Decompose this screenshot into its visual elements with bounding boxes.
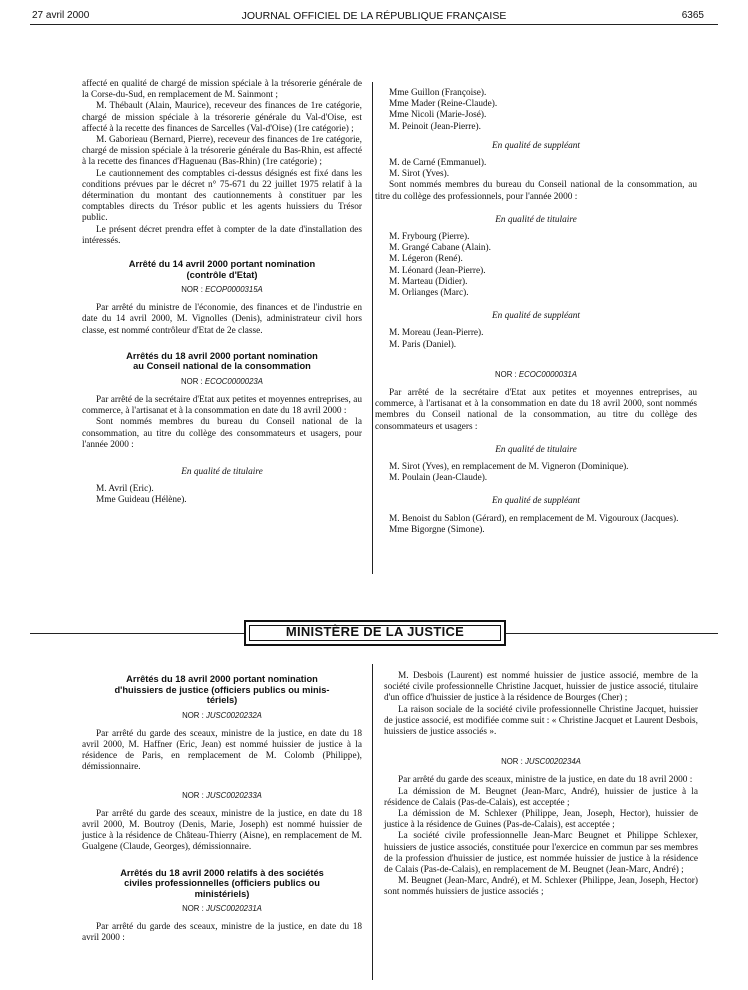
list-item: M. Poulain (Jean-Claude). <box>389 473 488 484</box>
column-divider <box>372 82 373 574</box>
paragraph: Le présent décret prendra effet à compter de la date d'installation des intéressés. <box>82 224 362 246</box>
paragraph: La raison sociale de la société civile professionnelle Christine Jacquet, huissier de justice associé, est modifiée comme suit : « Christine Jacquet et Laurent Desbois, huissiers de justice associés ». <box>384 704 698 738</box>
page-header <box>0 4 748 24</box>
qualite-heading: En qualité de suppléant <box>491 311 581 322</box>
paragraph: affecté en qualité de chargé de mission spéciale à la trésorerie générale de la Corse-du-Sud, en remplacement de M. Sainmont ; <box>82 79 362 101</box>
paragraph: Le cautionnement des comptables ci-dessus désignés est fixé dans les conditions prévues par le décret n° 75-671 du 22 juillet 1975 relatif à la détermination du montant des cautionnements à constituer par les comptables directs du Trésor public et les agents huissiers du Trésor public. <box>82 168 362 224</box>
paragraph: La société civile professionnelle Jean-Marc Beugnet et Philippe Schlexer, huissiers de justice associés, constituée pour l'exercice en commun par ses membres de la profession d'huissier de justice, est nommée huissier de justice à la résidence de Calais (Pas-de-Calais), en remplacement de M. Beugnet (Jean-Marc, André) ; <box>384 831 698 876</box>
nor-reference: NOR : ECOP0000315A <box>181 285 263 295</box>
paragraph: Par arrêté de la secrétaire d'Etat aux petites et moyennes entreprises, au commerce, à l'artisanat et à la consommation en date du 18 avril 2000 : <box>82 395 362 417</box>
nor-reference: NOR : JUSC0020232A <box>182 710 262 720</box>
paragraph: Par arrêté du ministre de l'économie, des finances et de l'industrie en date du 14 avril 2000, M. Vignolles (Denis), administrateur civil hors classe, est nommé contrôleur d'Etat de 2e classe. <box>82 303 362 336</box>
name-list <box>389 462 697 484</box>
paragraph: Par arrêté de la secrétaire d'Etat aux petites et moyennes entreprises, au commerce, à l'artisanat et à la consommation en date du 18 avril 2000, sont nommés membres du Conseil national de la consommation, au titre du collège des consommateurs et usagers : <box>375 388 697 432</box>
header-rule <box>30 24 718 25</box>
ministry-title: MINISTÈRE DE LA JUSTICE <box>285 624 465 639</box>
paragraph: M. Thébault (Alain, Maurice), receveur des finances de 1re catégorie, chargé de mission spéciale à la trésorerie générale du Val-d'Oise, est affecté à la recette des finances de Sarcelles (Val-d'Oise) (1re catégorie) ; <box>82 101 362 134</box>
paragraph: M. Gaborieau (Bernard, Pierre), receveur des finances de 1re catégorie, chargé de mission spéciale à la trésorerie générale du Bas-Rhin, est affecté à la recette des finances d'Haguenau (Bas-Rhin) (1re catégorie) ; <box>82 135 362 168</box>
ministry-banner <box>244 620 506 646</box>
list-item: Mme Guideau (Hélène). <box>96 495 187 506</box>
list-item: M. Léonard (Jean-Pierre). <box>389 265 486 276</box>
name-list <box>96 484 362 506</box>
list-item: M. Sirot (Yves). <box>389 169 450 180</box>
name-list <box>389 88 697 133</box>
list-item: M. Moreau (Jean-Pierre). <box>389 328 484 339</box>
bottom-right-column <box>384 671 698 899</box>
qualite-heading: En qualité de suppléant <box>491 140 581 151</box>
paragraph: Par arrêté du garde des sceaux, ministre de la justice, en date du 18 avril 2000, M. Haffner (Eric, Jean) est nommé huissier de justice à la résidence de Paris, en remplacement de M. Colomb (Philippe), démissionnaire. <box>82 728 362 773</box>
list-item: M. Légeron (René). <box>389 254 463 265</box>
list-item: M. Peinoit (Jean-Pierre). <box>389 121 481 132</box>
list-item: Mme Guillon (Françoise). <box>389 88 487 98</box>
nor-reference: NOR : ECOC0000031A <box>495 369 577 379</box>
list-item: M. Paris (Daniel). <box>389 339 457 350</box>
section-heading: Arrêtés du 18 avril 2000 portant nomination d'huissiers de justice (officiers publics ou minis- tériels) <box>114 674 330 705</box>
list-item: Mme Mader (Reine-Claude). <box>389 99 498 110</box>
top-right-column <box>375 88 697 536</box>
paragraph: Par arrêté du garde des sceaux, ministre de la justice, en date du 18 avril 2000 : <box>398 775 693 786</box>
paragraph: M. Beugnet (Jean-Marc, André), et M. Schlexer (Philippe, Jean, Joseph, Hector) sont nommés huissiers de justice associés ; <box>384 876 698 898</box>
journal-title: JOURNAL OFFICIEL DE LA RÉPUBLIQUE FRANÇAISE <box>241 10 507 22</box>
paragraph: La démission de M. Beugnet (Jean-Marc, André), huissier de justice à la résidence de Calais (Pas-de-Calais), est acceptée ; <box>384 786 698 808</box>
paragraph: Par arrêté du garde des sceaux, ministre de la justice, en date du 18 avril 2000, M. Boutroy (Denis, Marie, Joseph) est nommé huissier de justice à la résidence de Château-Thierry (Aisne), en remplacement de M. Gualgene (Claude, Georges), démissionnaire. <box>82 808 362 853</box>
qualite-heading: En qualité de suppléant <box>491 496 581 507</box>
list-item: M. Sirot (Yves), en remplacement de M. Vigneron (Dominique). <box>389 462 629 473</box>
qualite-heading: En qualité de titulaire <box>495 444 577 455</box>
name-list <box>389 328 697 350</box>
qualite-heading: En qualité de titulaire <box>181 467 263 478</box>
section-heading: Arrêtés du 18 avril 2000 relatifs à des sociétés civiles professionnelles (officiers publics ou ministériels) <box>120 867 324 899</box>
paragraph: Par arrêté du garde des sceaux, ministre de la justice, en date du 18 avril 2000 : <box>82 922 362 944</box>
name-list <box>389 158 697 180</box>
page-number: 6365 <box>681 10 704 21</box>
list-item: M. Orlianges (Marc). <box>389 288 469 299</box>
nor-reference: NOR : ECOC0000023A <box>181 376 263 386</box>
paragraph: La démission de M. Schlexer (Philippe, Jean, Joseph, Hector), huissier de justice à la résidence de Guines (Pas-de-Calais), est acceptée ; <box>384 809 698 831</box>
nor-reference: NOR : JUSC0020234A <box>501 757 581 767</box>
nor-reference: NOR : JUSC0020231A <box>182 904 262 914</box>
section-heading: Arrêtés du 18 avril 2000 portant nomination au Conseil national de la consommation <box>126 350 318 372</box>
list-item: M. Marteau (Didier). <box>389 276 468 287</box>
nor-reference: NOR : JUSC0020233A <box>182 790 262 800</box>
list-item: Mme Nicoli (Marie-José). <box>389 110 487 121</box>
qualite-heading: En qualité de titulaire <box>495 214 577 225</box>
paragraph: M. Desbois (Laurent) est nommé huissier de justice associé, membre de la société civile professionnelle Christine Jacquet, huissier de justice associé, titulaire d'un office d'huissier de justice à la résidence de Bourges (Cher) ; <box>384 671 698 704</box>
list-item: Mme Bigorgne (Simone). <box>389 524 485 535</box>
list-item: M. Grangé Cabane (Alain). <box>389 243 491 254</box>
column-divider <box>372 664 373 980</box>
name-list <box>389 232 697 299</box>
list-item: M. Frybourg (Pierre). <box>389 232 470 243</box>
list-item: M. Benoist du Sablon (Gérard), en remplacement de M. Vigouroux (Jacques). <box>389 513 679 524</box>
list-item: M. Avril (Eric). <box>96 484 154 495</box>
header-date: 27 avril 2000 <box>32 10 90 21</box>
top-left-column <box>82 79 362 507</box>
paragraph: Sont nommés membres du bureau du Conseil national de la consommation, au titre du collège des professionnels, pour l'année 2000 : <box>375 180 697 202</box>
bottom-left-column <box>82 674 362 945</box>
list-item: M. de Carné (Emmanuel). <box>389 158 487 169</box>
paragraph: Sont nommés membres du bureau du Conseil national de la consommation, au titre du collège des consommateurs et usagers, pour l'année 2000 : <box>82 417 362 450</box>
section-heading: Arrêté du 14 avril 2000 portant nomination (contrôle d'Etat) <box>128 259 316 280</box>
